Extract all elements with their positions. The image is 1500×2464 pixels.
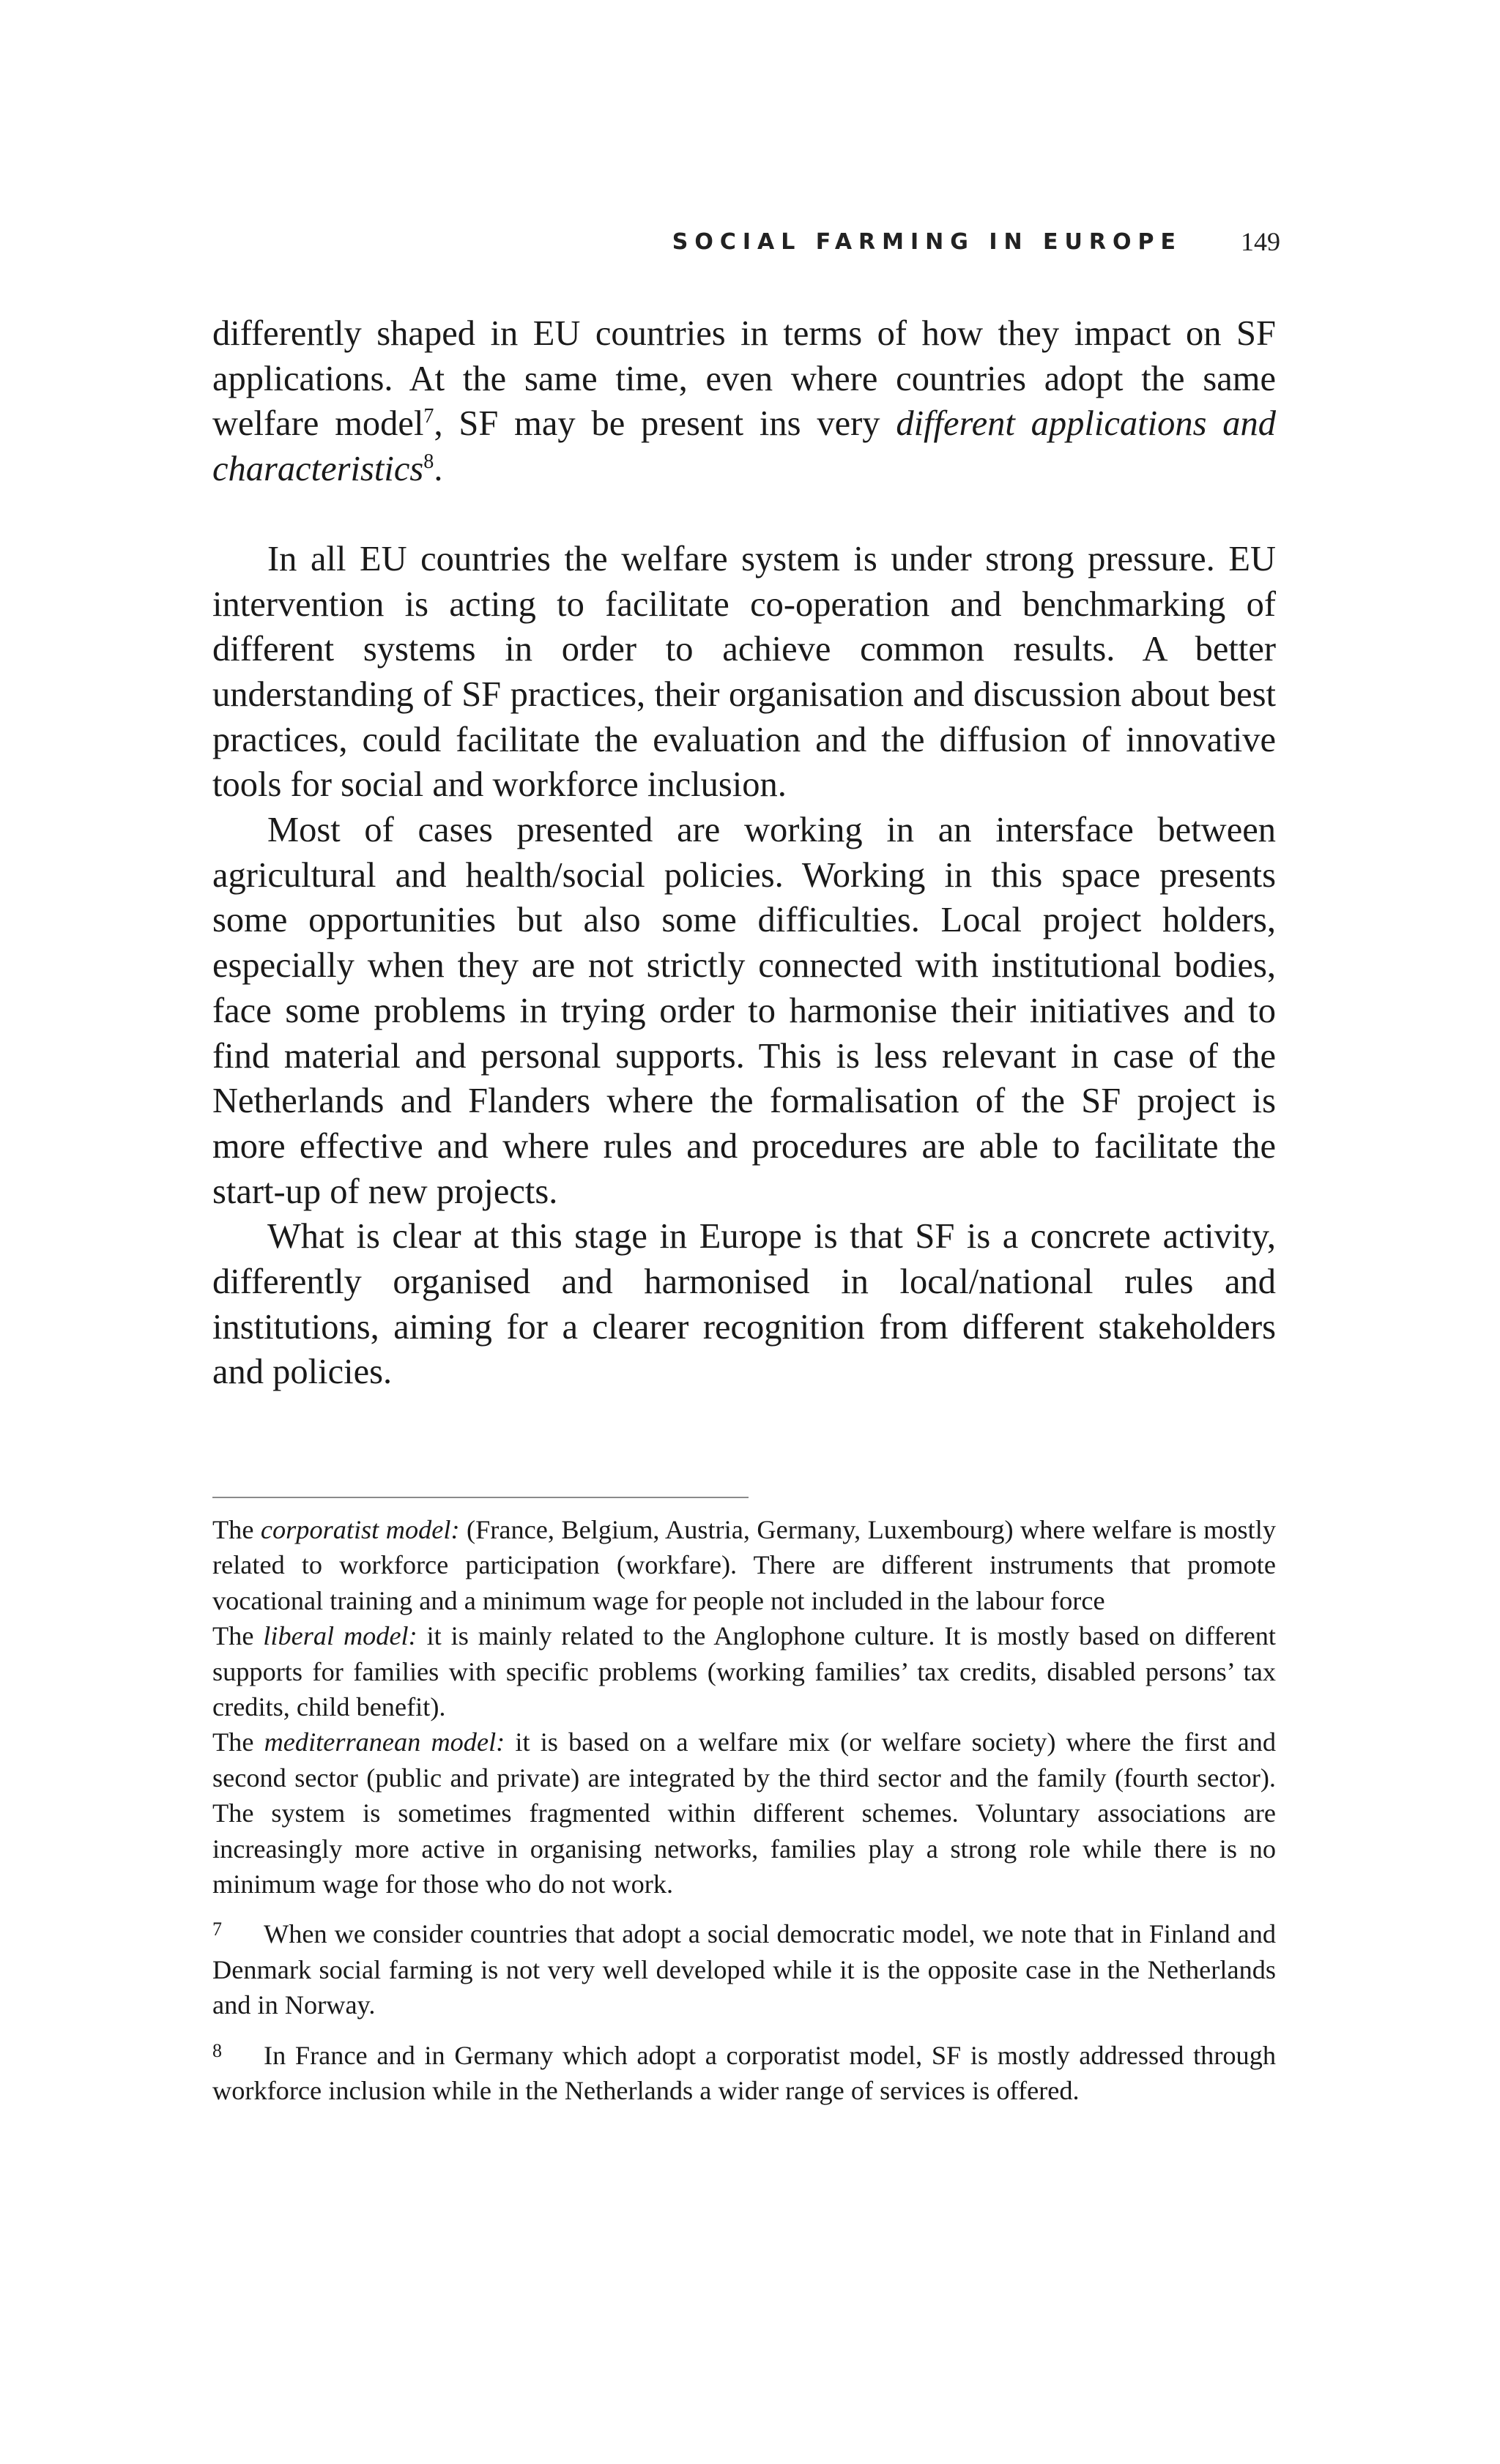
paragraph-2: In all EU countries the welfare system is under strong pressure. EU intervention is acting to facilitate co-operation and benchmarking of different systems in order to achieve common results. A better understanding of SF practices, their organisation and discussion about best practices, could facilitate the evaluation and the diffusion of innovative tools for social and workforce inclusion. — [212, 539, 1276, 805]
footnote-liberal-prefix: The — [212, 1621, 264, 1651]
footnote-8-text: In France and in Germany which adopt a corporatist model, SF is mostly addressed through workforce inclusion while in the Netherlands a wider range of services is offered. — [212, 2040, 1276, 2106]
footnote-7-text: When we consider countries that adopt a social democratic model, we note that in Finland and Denmark social farming is not very well developed while it is the opposite case in the Netherlands and in Norway. — [212, 1919, 1276, 2020]
footnote-mediterranean-prefix: The — [212, 1727, 264, 1757]
paragraph-1-text-c: . — [434, 450, 443, 489]
footnote-liberal-model — [212, 1618, 1276, 1724]
footnotes — [212, 1512, 1276, 2109]
footnote-mediterranean-text: it is based on a welfare mix (or welfare society) where the first and second sector (public and private) are integrated by the third sector and the family (fourth sector). The system is sometimes fragmented within different schemes. Voluntary associations are increasingly more active in organising networks, families play a strong role while there is no minimum wage for those who do not work. — [212, 1727, 1276, 1899]
footnote-mediterranean-model — [212, 1724, 1276, 1902]
running-title: SOCIAL FARMING IN EUROPE — [672, 228, 1182, 255]
paragraph-1-text-b: , SF may be present ins very — [434, 404, 896, 444]
paragraph-1 — [212, 311, 1276, 492]
paragraph-3: Most of cases presented are working in an intersface between agricultural and health/social policies. Working in this space presents some opportunities but also some difficulties. Local project holders, especially when they are not strictly connected with institutional bodies, face some problems in trying order to harmonise their initiatives and to find material and personal supports. This is less relevant in case of the Netherlands and Flanders where the formalisation of the SF project is more effective and where rules and procedures are able to facilitate the start-up of new projects. — [212, 811, 1276, 1211]
footnote-ref-7: 7 — [423, 405, 434, 428]
footnote-corporatist-prefix: The — [212, 1515, 261, 1544]
footnote-7: 7 When we consider countries that adopt a social democratic model, we note that in Finland and Denmark social farming is not very well developed while it is the opposite case in the Netherlands and in Norway. — [212, 1918, 1276, 2020]
body-text — [212, 311, 1276, 1395]
footnote-corporatist-text: (France, Belgium, Austria, Germany, Luxembourg) where welfare is mostly related to workforce participation (workfare). There are different instruments that promote vocational training and a minimum wage for people not included in the labour force — [212, 1515, 1276, 1615]
footnote-mediterranean-term: mediterranean model: — [264, 1727, 505, 1757]
footnote-liberal-term: liberal model: — [263, 1621, 417, 1651]
paragraph-4: What is clear at this stage in Europe is that SF is a concrete activity, differently organised and harmonised in local/national rules and institutions, aiming for a clearer recognition from different stakeholders and policies. — [212, 1217, 1276, 1392]
footnote-corporatist-model — [212, 1512, 1276, 1618]
footnote-corporatist-term: corporatist model: — [260, 1515, 460, 1544]
running-head — [672, 220, 1280, 264]
footnote-liberal-text: it is mainly related to the Anglophone culture. It is mostly based on different supports for families with specific problems (working families’ tax credits, disabled persons’ tax credits, child benefit). — [212, 1621, 1276, 1722]
paragraph-1-emphasis: different applications and characteristics — [212, 404, 1277, 489]
footnote-divider — [212, 1497, 749, 1498]
page-number: 149 — [1241, 227, 1280, 256]
footnote-8: 8 In France and in Germany which adopt a corporatist model, SF is mostly addressed through workforce inclusion while in the Netherlands a wider range of services is offered. — [212, 2039, 1276, 2106]
paragraph-1-text-a: differently shaped in EU countries in terms of how they impact on SF applications. At the same time, even where countries adopt the same welfare model — [212, 314, 1276, 444]
footnote-ref-8: 8 — [423, 450, 434, 473]
